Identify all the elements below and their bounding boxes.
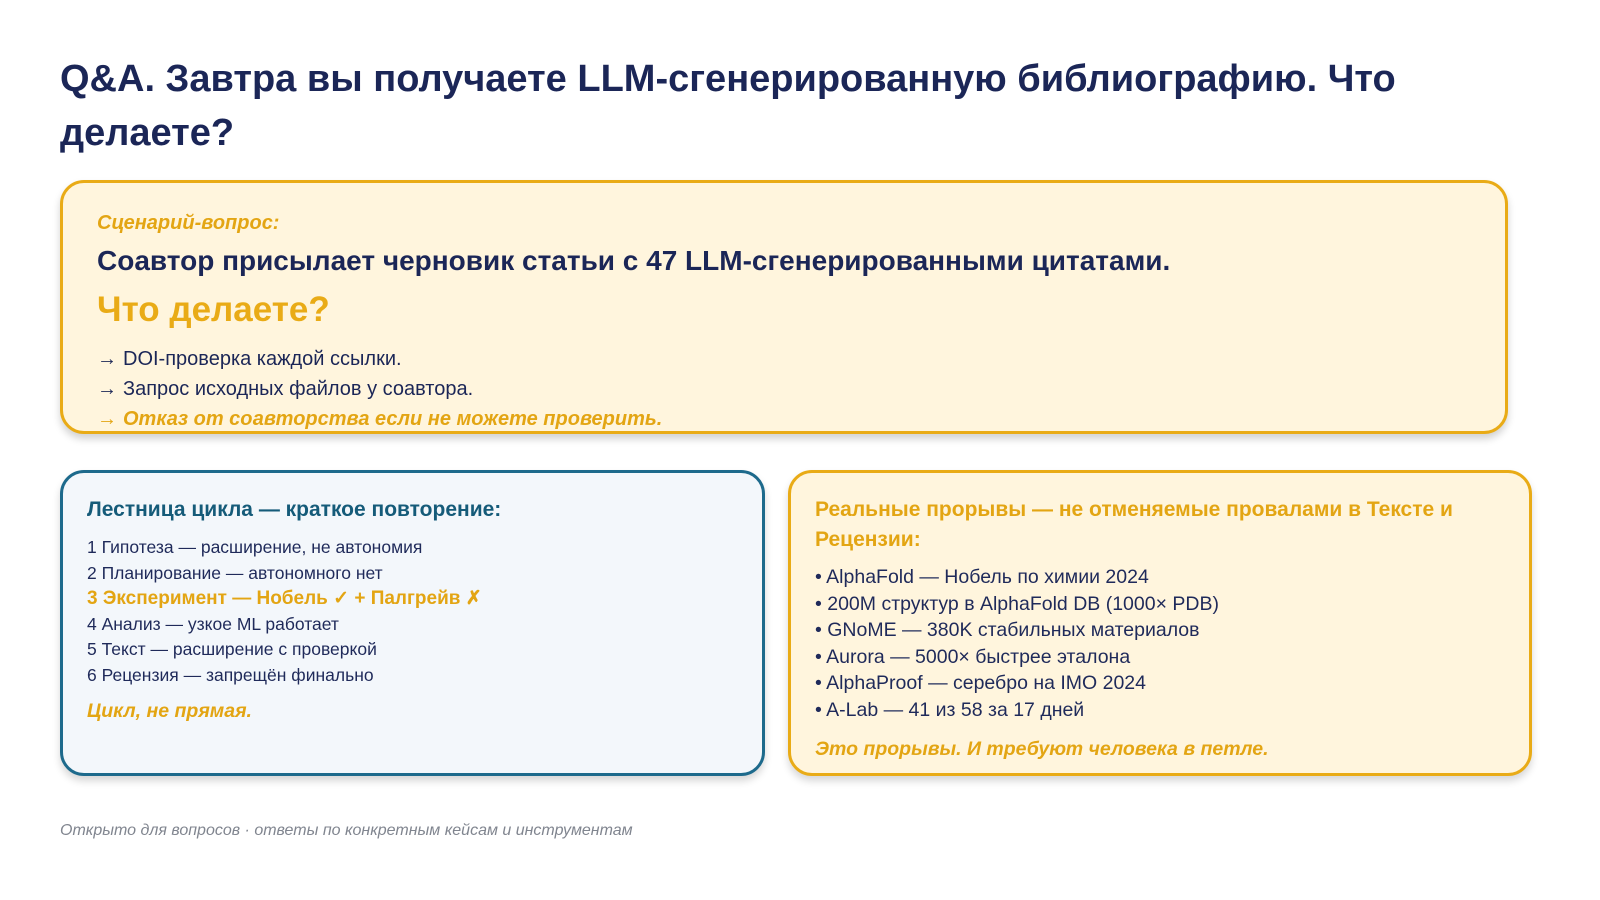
list-item: • AlphaProof — серебро на IMO 2024 — [815, 672, 1146, 695]
arrow-right-icon: → — [97, 348, 117, 370]
cycle-ladder-title: Лестница цикла — краткое повторение: — [87, 498, 502, 521]
action-text: Отказ от соавторства если не можете проверить. — [123, 408, 663, 430]
list-item: 5 Текст — расширение с проверкой — [87, 639, 377, 659]
breakthroughs-note: Это прорывы. И требуют человека в петле. — [815, 737, 1269, 760]
list-item: • A-Lab — 41 из 58 за 17 дней — [815, 698, 1085, 721]
list-item: • GNoME — 380K стабильных материалов — [815, 619, 1200, 642]
scenario-label: Сценарий-вопрос: — [97, 212, 280, 234]
list-item: • Aurora — 5000× быстрее эталона — [815, 645, 1131, 668]
list-item-highlight: 3 Эксперимент — Нобель ✓ + Палгрейв ✗ — [87, 588, 482, 609]
list-item: • AlphaFold — Нобель по химии 2024 — [815, 566, 1149, 588]
list-item: 1 Гипотеза — расширение, не автономия — [87, 537, 423, 557]
footer-note: Открыто для вопросов · ответы по конкретным кейсам и инструментам — [60, 822, 633, 839]
list-item: 2 Планирование — автономного нет — [87, 562, 383, 583]
breakthroughs-list — [815, 564, 1505, 724]
action-list — [97, 344, 1471, 434]
slide-title: Q&A. Завтра вы получаете LLM-сгенерированную библиографию. Что делаете? — [60, 58, 1396, 154]
action-text: DOI-проверка каждой ссылки. — [123, 348, 402, 370]
scenario-text: Соавтор присылает черновик статьи с 47 LLM-сгенерированными цитатами. — [97, 245, 1171, 276]
action-text: Запрос исходных файлов у соавтора. — [123, 378, 474, 400]
action-item-request-files — [97, 374, 1471, 404]
breakthroughs-card — [788, 470, 1532, 776]
list-item: • 200M структур в AlphaFold DB (1000× PDB) — [815, 592, 1219, 615]
arrow-right-icon: → — [97, 408, 117, 430]
scenario-panel — [60, 180, 1508, 434]
arrow-right-icon: → — [97, 378, 117, 400]
list-item: 6 Рецензия — запрещён финально — [87, 664, 374, 685]
action-item-decline-authorship — [97, 404, 1471, 434]
cycle-ladder-card — [60, 470, 765, 776]
cycle-ladder-note: Цикл, не прямая. — [87, 700, 252, 722]
list-item: 4 Анализ — узкое ML работает — [87, 613, 339, 634]
action-item-doi-check — [97, 344, 1471, 374]
cycle-ladder-list — [87, 535, 738, 688]
scenario-question: Что делаете? — [97, 290, 330, 329]
breakthroughs-title: Реальные прорывы — не отменяемые провалами в Тексте и Рецензии: — [815, 498, 1453, 551]
